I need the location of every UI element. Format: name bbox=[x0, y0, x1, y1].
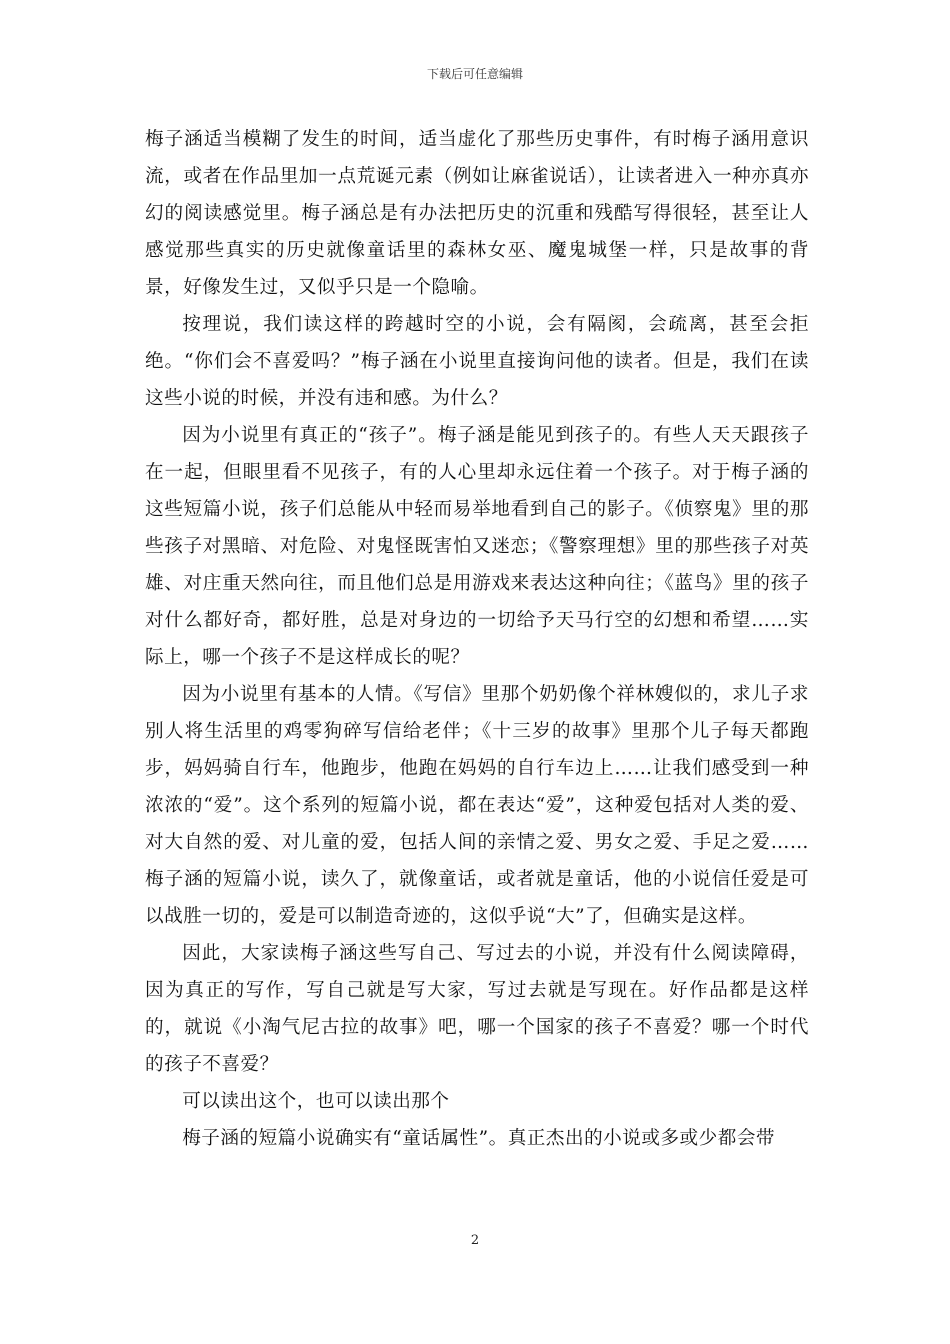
paragraph: 因为小说里有基本的人情。《写信》里那个奶奶像个祥林嫂似的，求儿子求别人将生活里的鸡零狗碎写信给老伴；《十三岁的故事》里那个儿子每天都跑步，妈妈骑自行车，他跑步，他跑在妈妈的自行车边上……让我们感受到一种浓浓的“爱”。这个系列的短篇小说，都在表达“爱”，这种爱包括对人类的爱、对大自然的爱、对儿童的爱，包括人间的亲情之爱、男女之爱、手足之爱……梅子涵的短篇小说，读久了，就像童话，或者就是童话，他的小说信任爱是可以战胜一切的，爱是可以制造奇迹的，这似乎说“大”了，但确实是这样。 bbox=[145, 684, 809, 927]
paragraph: 按理说，我们读这样的跨越时空的小说，会有隔阂，会疏离，甚至会拒绝。“你们会不喜爱吗？”梅子涵在小说里直接询问他的读者。但是，我们在读这些小说的时候，并没有违和感。为什么？ bbox=[145, 314, 809, 409]
paragraph: 梅子涵的短篇小说确实有“童话属性”。真正杰出的小说或多或少都会带 bbox=[182, 1128, 776, 1149]
paragraph: 因为小说里有真正的“孩子”。梅子涵是能见到孩子的。有些人天天跟孩子在一起，但眼里看不见孩子，有的人心里却永远住着一个孩子。对于梅子涵的这些短篇小说，孩子们总能从中轻而易举地看到自己的影子。《侦察鬼》里的那些孩子对黑暗、对危险、对鬼怪既害怕又迷恋；《警察理想》里的那些孩子对英雄、对庄重天然向往，而且他们总是用游戏来表达这种向往；《蓝鸟》里的孩子对什么都好奇，都好胜，总是对身边的一切给予天马行空的幻想和希望……实际上，哪一个孩子不是这样成长的呢？ bbox=[145, 425, 809, 668]
paragraph: 梅子涵适当模糊了发生的时间，适当虚化了那些历史事件，有时梅子涵用意识流，或者在作品里加一点荒诞元素（例如让麻雀说话），让读者进入一种亦真亦幻的阅读感觉里。梅子涵总是有办法把历史的沉重和残酷写得很轻，甚至让人感觉那些真实的历史就像童话里的森林女巫、魔鬼城堡一样，只是故事的背景，好像发生过，又似乎只是一个隐喻。 bbox=[145, 129, 809, 298]
paragraph: 因此，大家读梅子涵这些写自己、写过去的小说，并没有什么阅读障碍，因为真正的写作，写自己就是写大家，写过去就是写现在。好作品都是这样的，就说《小淘气尼古拉的故事》吧，哪一个国家的孩子不喜爱？哪一个时代的孩子不喜爱？ bbox=[145, 943, 809, 1075]
document-body bbox=[145, 121, 809, 1157]
page-header: 下载后可任意编辑 bbox=[426, 67, 523, 81]
page-number: 2 bbox=[470, 1233, 480, 1248]
section-heading: 可以读出这个，也可以读出那个 bbox=[182, 1091, 450, 1112]
